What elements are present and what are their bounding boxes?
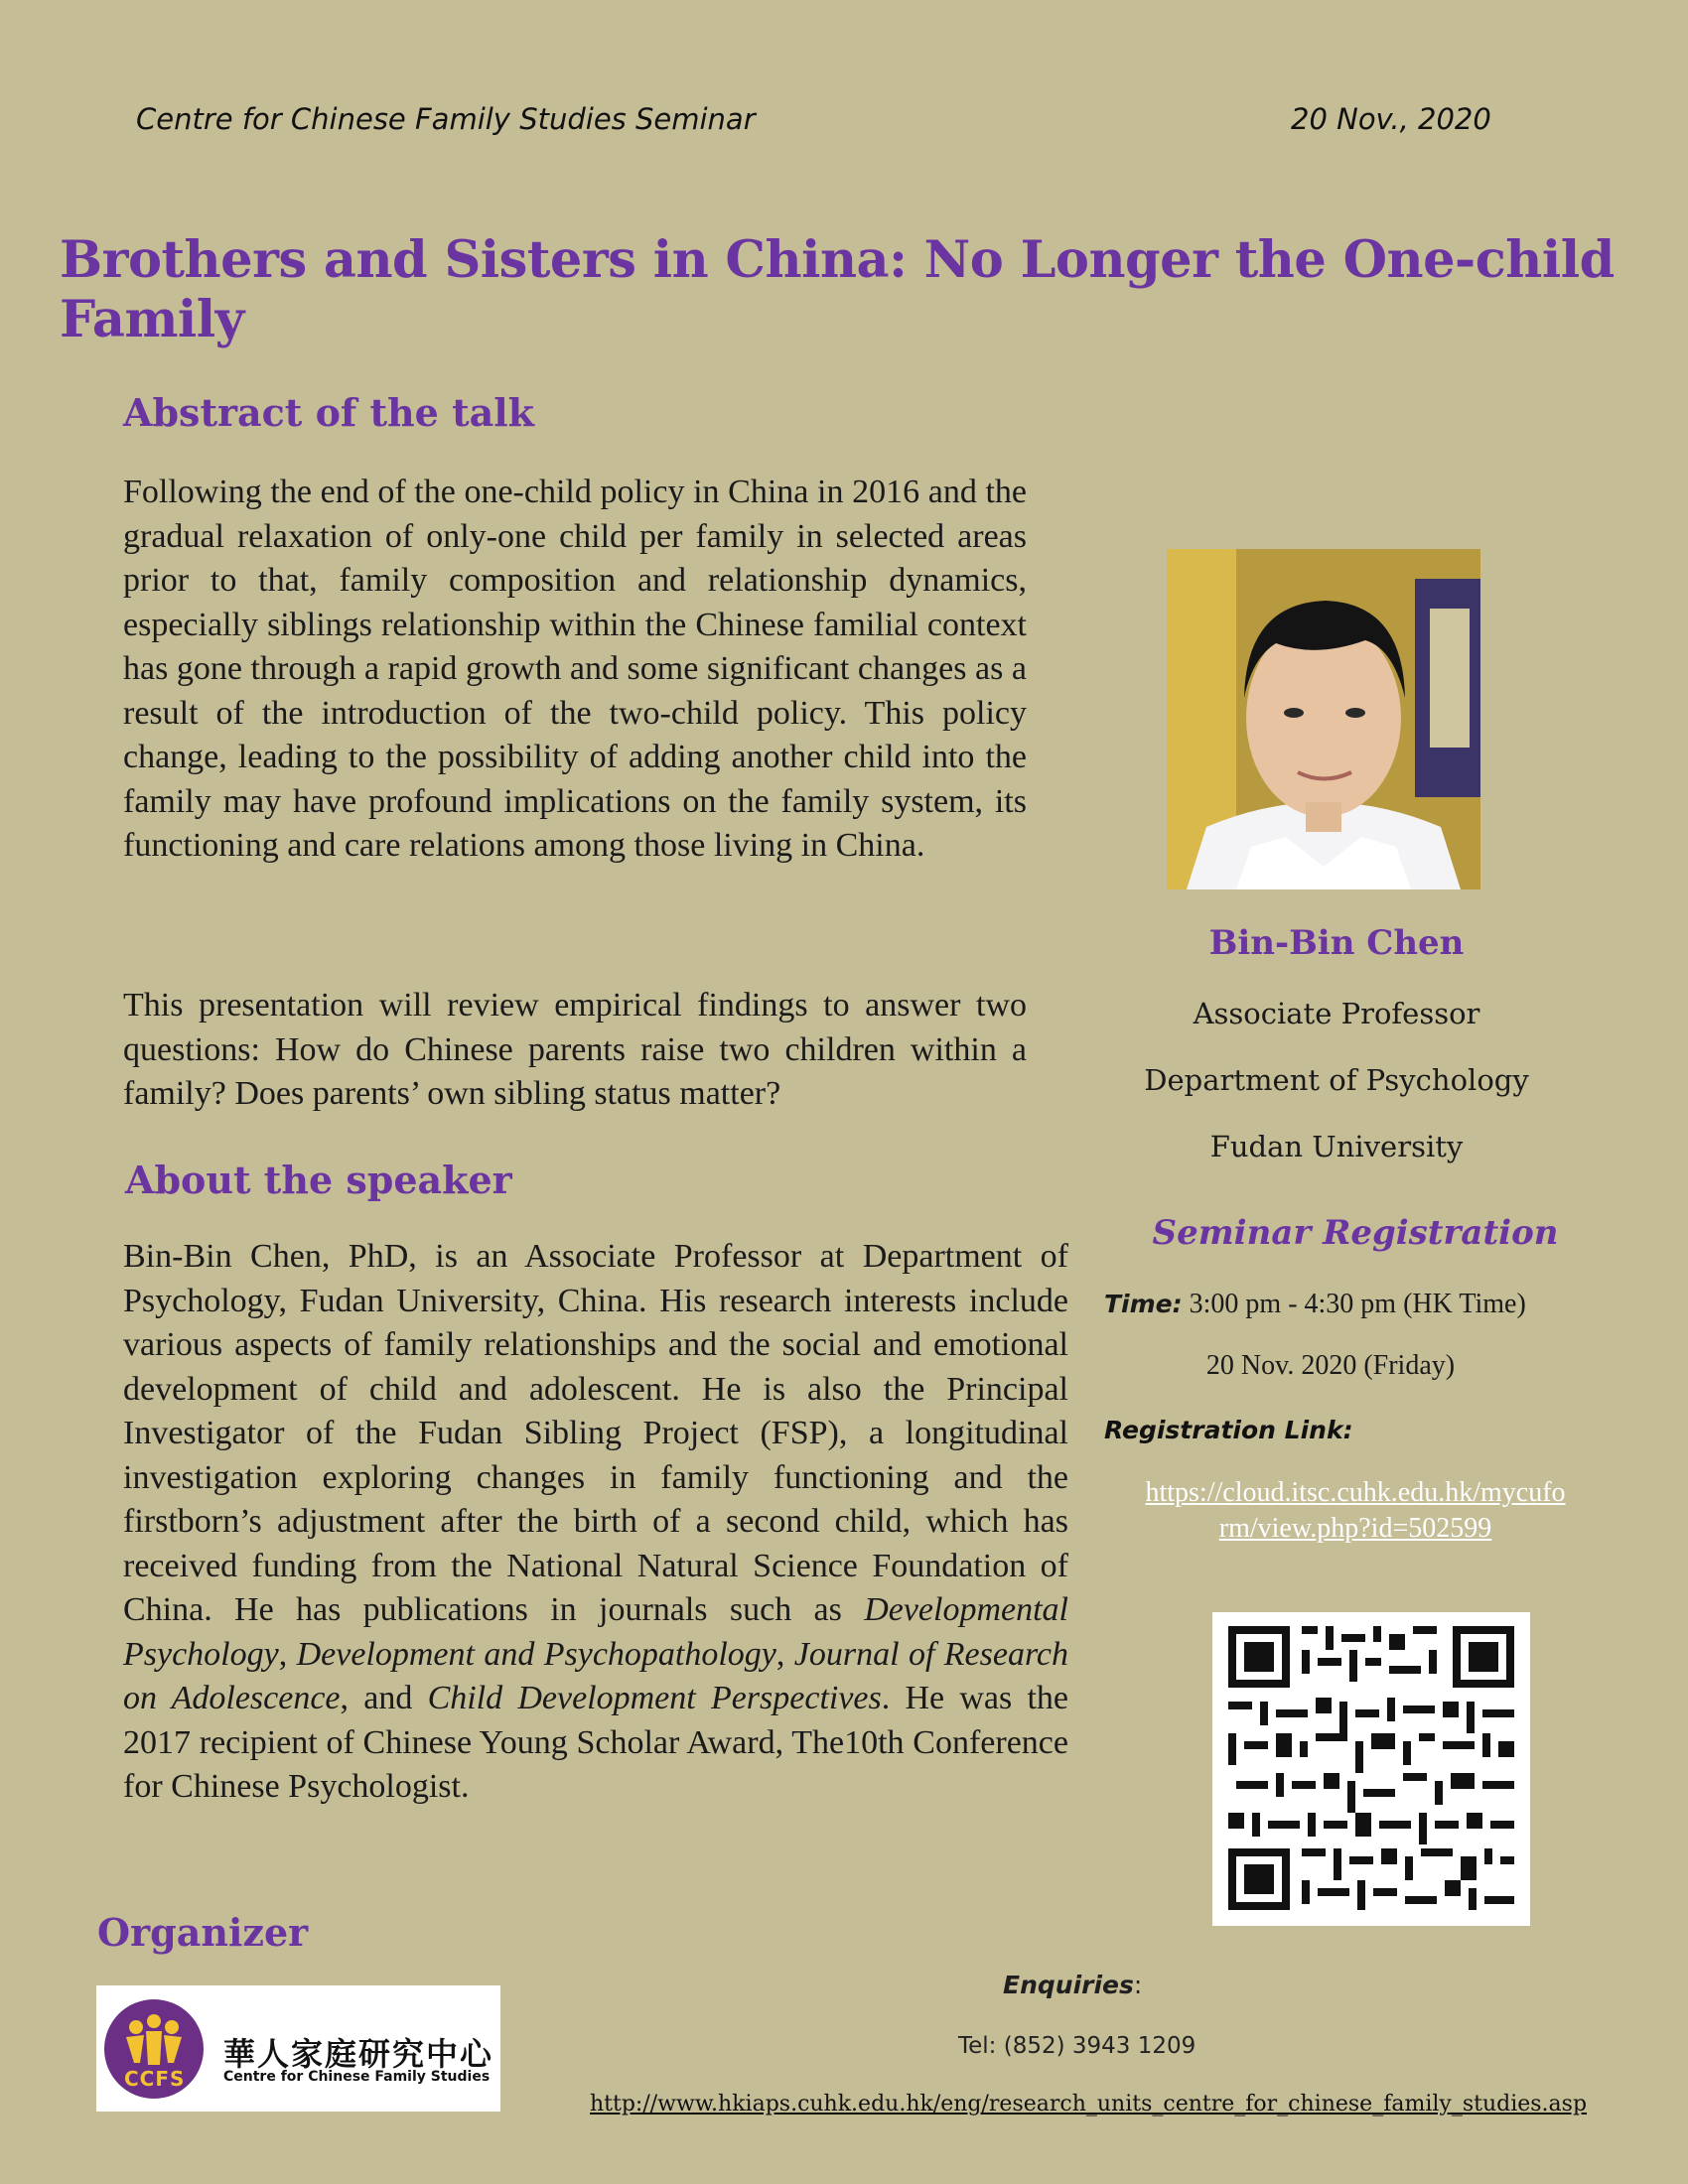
ccfs-logo (96, 1985, 500, 2112)
enquiries-label: Enquiries (1003, 1971, 1134, 1999)
abstract-paragraph-2: This presentation will review empirical findings to answer two questions: How do Chinese parents raise two children within a family? Does parents’ own sibling status matter? (123, 987, 1027, 1112)
registration-link-label: Registration Link: (1104, 1416, 1353, 1444)
enquiries-heading (1003, 1971, 1142, 2000)
enquiries-colon: : (1133, 1971, 1143, 1999)
journal-4: Child Development Perspectives (427, 1680, 882, 1716)
qr-code-image (1212, 1612, 1530, 1926)
registration-date: 20 Nov. 2020 (Friday) (1205, 1350, 1456, 1381)
abstract-heading: Abstract of the talk (123, 390, 535, 435)
bio-text-3: , (775, 1635, 794, 1673)
page-title: Brothers and Sisters in China: No Longer the One-child Family (60, 230, 1615, 349)
logo-chinese-name: 華人家庭研究中心 (223, 2035, 494, 2073)
organizer-heading: Organizer (97, 1910, 309, 1955)
speaker-position: Associate Professor (1193, 997, 1480, 1030)
journal-2: Development and Psychopathology (296, 1635, 776, 1673)
speaker-photo (1167, 549, 1480, 889)
bio-text-2: , (278, 1635, 297, 1673)
bio-text-5: . He was the 2017 recipient of Chinese Young Scholar Award, The10th Conference for Chinese Psychologist. (123, 1680, 1068, 1805)
header-date: 20 Nov., 2020 (1291, 102, 1491, 136)
registration-time (1104, 1289, 1526, 1320)
time-value: 3:00 pm - 4:30 pm (HK Time) (1182, 1289, 1526, 1319)
registration-link[interactable] (1102, 1475, 1609, 1547)
registration-link-line-1[interactable]: https://cloud.itsc.cuhk.edu.hk/mycufo (1145, 1477, 1566, 1508)
speaker-university: Fudan University (1209, 1130, 1464, 1163)
bio-text-1: Bin-Bin Chen, PhD, is an Associate Professor at Department of Psychology, Fudan University, China. His research interests include various aspects of family relationships and the social and emotional development of child and adolescent. He is also the Principal Investigator of the Fudan Sibling Project (FSP), a longitudinal investigation exploring changes in family functioning and the firstborn’s adjustment after the birth of a second child, which has received funding from the National Natural Science Foundation of China. He has publications in journals such as (123, 1238, 1068, 1628)
journal-3: Journal of Research on Adolescence (123, 1635, 1069, 1716)
seminar-series-label: Centre for Chinese Family Studies Seminar (136, 102, 756, 136)
enquiries-phone: Tel: (852) 3943 1209 (958, 2033, 1196, 2059)
abstract-paragraph-1: Following the end of the one-child policy in China in 2016 and the gradual relaxation of only-one child per family in selected areas prior to that, family composition and relationship dynamics, especially siblings relationship within the Chinese familial context has gone through a rapid growth and some significant changes as a result of the introduction of the two-child policy. This policy change, leading to the possibility of adding another child into the family may have profound implications on the family system, its functioning and care relations among those living in China. (123, 474, 1027, 864)
registration-qr-code[interactable] (1212, 1612, 1530, 1926)
enquiries-website-link[interactable]: http://www.hkiaps.cuhk.edu.hk/eng/research_units_centre_for_chinese_family_studies.asp (590, 2092, 1588, 2116)
logo-english-name: Centre for Chinese Family Studies (223, 2069, 491, 2085)
registration-link-line-2[interactable]: rm/view.php?id=502599 (1218, 1513, 1492, 1544)
bio-text-4: , and (340, 1680, 428, 1716)
logo-abbreviation: CCFS (124, 2067, 186, 2091)
speaker-name: Bin-Bin Chen (1208, 923, 1465, 963)
speaker-bio (123, 1235, 1068, 1810)
speaker-portrait-image (1167, 549, 1480, 889)
speaker-department: Department of Psychology (1144, 1063, 1529, 1097)
time-label: Time: (1104, 1290, 1183, 1318)
about-speaker-heading: About the speaker (125, 1158, 512, 1202)
journal-1: Developmental Psychology (123, 1591, 1068, 1673)
registration-heading: Seminar Registration (1152, 1213, 1559, 1253)
